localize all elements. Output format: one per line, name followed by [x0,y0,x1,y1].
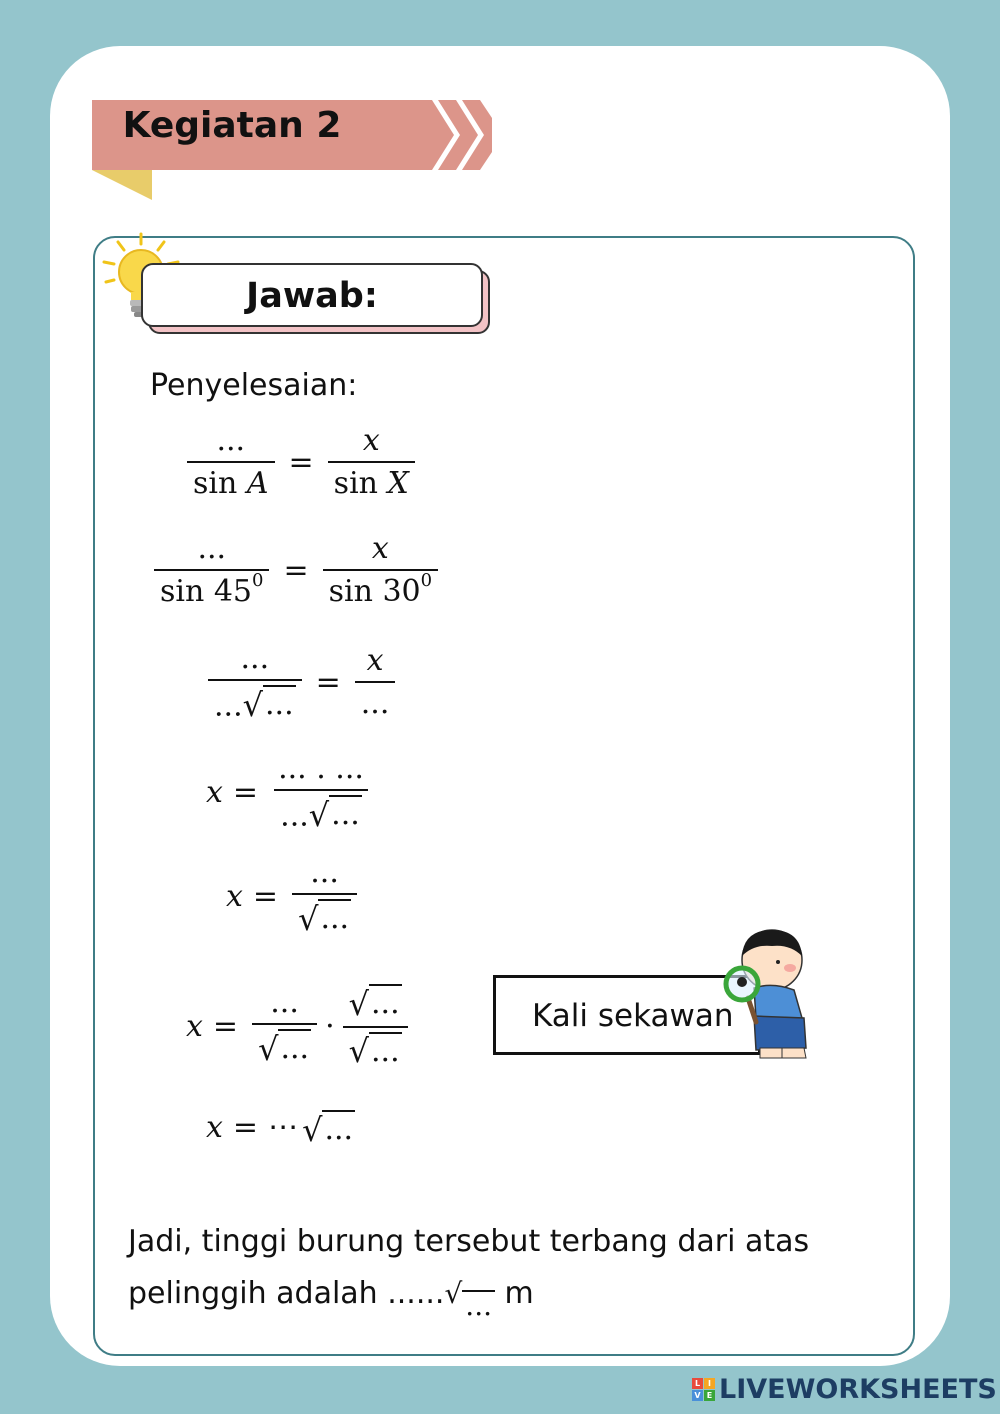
coefficient-blank[interactable]: ... [280,798,309,834]
sqrt: √ ... [348,1032,400,1070]
equation-step-3 [204,642,399,723]
sqrt: √ ... [444,1268,495,1320]
radicand-blank[interactable]: ... [280,1031,310,1067]
conclusion-line-1: Jadi, tinggi burung tersebut terbang dari atas [128,1224,810,1259]
denominator [208,679,302,723]
equals-sign: = [252,878,279,914]
sqrt: √ ... [348,984,400,1023]
fraction [288,856,361,937]
badge-letter: L [692,1378,703,1389]
equation-step-6 [186,984,412,1069]
badge-letter: I [704,1378,715,1389]
sin-label: sin 45 [160,574,253,609]
numerator[interactable]: ... [240,641,270,676]
denominator [292,893,357,937]
equals-sign: = [288,444,314,480]
variable: x [206,1110,223,1146]
numerator-blank[interactable]: ... . ... [278,751,364,786]
radicand-blank[interactable]: ... [265,687,294,722]
fraction [183,424,279,500]
badge-letter: E [704,1390,715,1401]
conclusion-line-2 [128,1268,888,1320]
brand-name: LIVEWORKSHEETS [719,1374,997,1405]
variable: x [226,878,243,914]
fraction [268,752,374,833]
fraction [324,424,419,500]
numerator: x [366,643,384,679]
badge-letter: V [692,1390,703,1401]
equation-step-5 [226,856,361,937]
variable: X [387,466,409,501]
numerator [343,984,408,1026]
radicand-blank[interactable]: ... [331,797,360,832]
variable: x [186,1009,203,1044]
radicand-blank[interactable]: ... [371,1033,400,1069]
boy-magnifier-illustration [720,926,820,1064]
equals-sign: = [212,1009,239,1044]
multiply-dot: · [325,1009,335,1044]
numerator: x [362,423,380,458]
radicand-blank[interactable]: ... [371,986,400,1021]
numerator-blank[interactable]: ... [310,855,339,890]
denominator-blank[interactable]: ... [355,681,396,720]
numerator: x [371,531,389,566]
radicand-blank[interactable]: ... [462,1290,495,1320]
denominator [274,789,368,833]
exponent: 0 [252,570,264,591]
fraction [150,532,273,608]
sqrt: √ ... [242,685,294,724]
equation-step-2 [150,532,442,608]
conclusion [128,1216,888,1320]
denominator [154,569,269,608]
sqrt: √ ... [298,899,350,938]
equation-step-4 [206,752,374,833]
sin-label: sin 30 [328,574,421,609]
activity-title: Kegiatan 2 [122,105,342,146]
equation-step-1 [183,424,419,500]
denominator [187,461,275,500]
coefficient-blank[interactable]: ⋯ [268,1110,299,1146]
exponent: 0 [420,570,433,591]
fraction [319,532,442,608]
numerator[interactable]: ... [197,531,227,566]
sqrt: √ ... [258,1029,310,1068]
fraction [339,984,412,1069]
fraction [351,644,400,720]
numerator[interactable]: ... [216,423,246,458]
unit: m [495,1276,534,1311]
fraction [204,642,306,723]
denominator [328,461,415,500]
denominator [323,569,438,608]
liveworksheets-logo [692,1374,997,1405]
answer-label: Jawab: [141,263,483,327]
equation-step-7 [206,1110,355,1149]
radicand-blank[interactable]: ... [324,1112,354,1147]
solution-label: Penyelesaian: [150,368,358,403]
equals-sign: = [232,774,259,810]
hint-box: Kali sekawan [493,975,761,1055]
answer-blank[interactable]: pelinggih adalah ...... [128,1276,445,1311]
sin-label: sin [193,466,247,501]
logo-badge-icon [692,1378,715,1401]
radicand-blank[interactable]: ... [320,901,350,936]
sqrt: √ ... [308,795,360,834]
equals-sign: = [232,1110,259,1146]
equals-sign: = [283,552,309,588]
denominator [252,1023,317,1067]
variable: A [246,466,269,501]
numerator-blank[interactable]: ... [270,985,299,1021]
equals-sign: = [315,664,341,700]
variable: x [206,774,223,810]
sin-label: sin [333,466,388,501]
fraction [248,986,321,1067]
coefficient-blank[interactable]: ... [214,688,243,724]
denominator [343,1026,408,1070]
sqrt: √ ... [302,1110,354,1149]
